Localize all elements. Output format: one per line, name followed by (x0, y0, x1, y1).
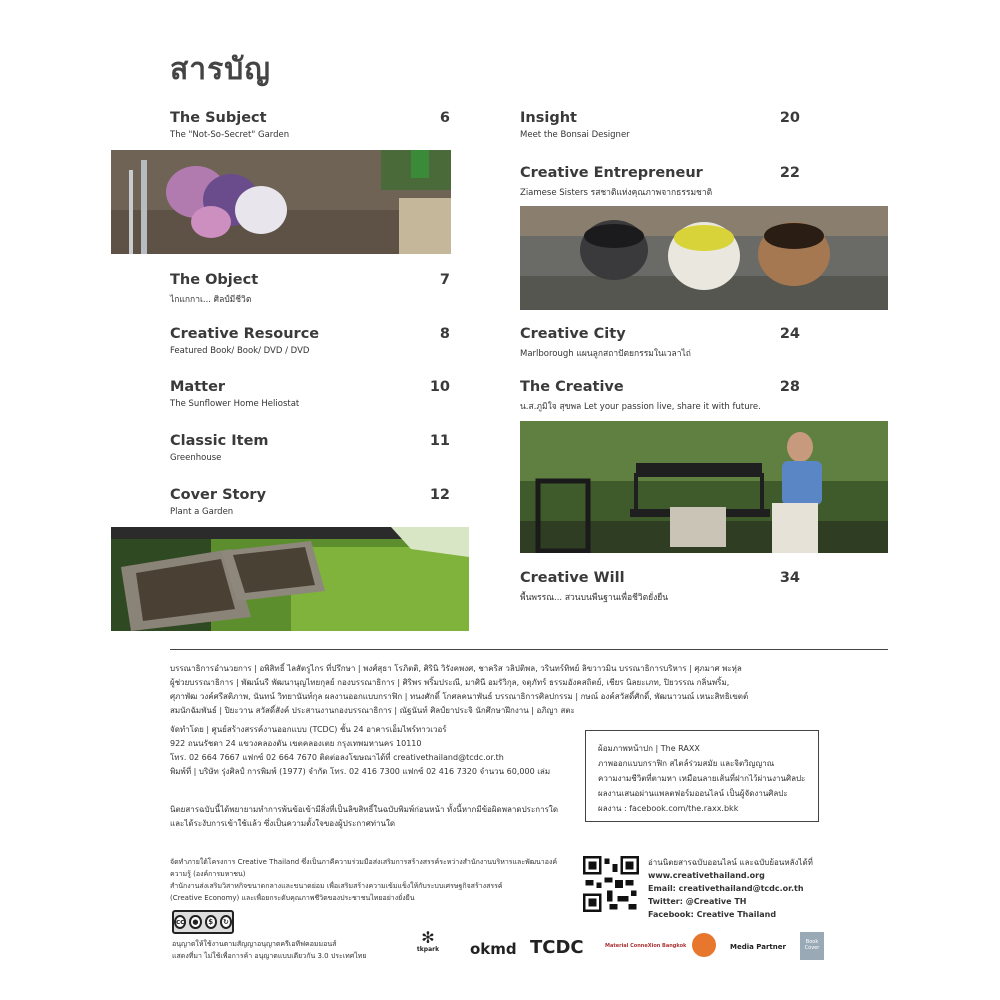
staff-line: สมนักฉัมพันธ์ | ปิยะวาน สวัสดิ์สังค์ ประสานงานกองบรรณาธิการ | ณัฐนันท์ ศิลป์ยาประจิ นักศึกษาฝึกงาน | อภิญา สตะ (170, 706, 575, 715)
toc-entry-cover-story[interactable] (170, 487, 450, 517)
tkpark-mark-icon: ✻ (421, 928, 435, 947)
toc-title: Creative Entrepreneur (520, 165, 703, 181)
toc-title: Classic Item (170, 433, 269, 449)
toc-title: Creative Will (520, 570, 625, 586)
toc-subtitle: Ziamese Sisters รสชาติแห่งคุณภาพจากธรรมชาติ (520, 188, 713, 198)
contact-intro: อ่านนิตยสารฉบับออนไลน์ และฉบับย้อนหลังได้ที่ (648, 858, 813, 867)
license-line: แสดงที่มา ไม่ใช้เพื่อการค้า อนุญาตแบบเดียวกัน 3.0 ประเทศไทย (172, 952, 367, 960)
by-icon: ● (189, 915, 201, 929)
about-line: จัดทำภายใต้โครงการ Creative Thailand ซึ่งเป็นภาคีความร่วมมือส่งเสริมการสร้างสรรค์ระหว่างสำนักงานบริหารและพัฒนาองค์ความรู้ (องค์การมหาชน) (170, 858, 558, 878)
toc-subtitle: Greenhouse (170, 453, 222, 463)
publisher-line: 922 ถนนรัชดา 24 แขวงคลองตัน เขตคลองเตย กรุงเทพมหานคร 10110 (170, 739, 422, 748)
staff-credits (170, 662, 890, 718)
disclaimer-line: นิตยสารฉบับนี้ได้พยายามทำการพ้นข้อเข้ามีสิ่งที่เป็นลิขสิทธิ์ในฉบับพิมพ์ก่อนหน้า ทั้งนี้หากมีข้อผิดพลาดประการใด (170, 805, 559, 814)
about-line: (Creative Economy) และเพื่อยกระดับคุณภาพชีวิตของประชาชนไทยอย่างยั่งยืน (170, 894, 415, 902)
creative-commons-badge[interactable] (172, 910, 234, 934)
toc-title: The Object (170, 272, 259, 288)
tcdc-logo: TCDC (530, 937, 584, 958)
toc-entry-creative-will[interactable] (520, 570, 800, 604)
disclaimer (170, 803, 580, 831)
bookcover-logo: Book Cover (800, 932, 824, 960)
material-connexion-circle-icon (692, 933, 716, 957)
tea-cups-photo (520, 206, 888, 310)
toc-page: 22 (779, 165, 800, 181)
toc-title: The Creative (520, 379, 624, 395)
toc-subtitle: Meet the Bonsai Designer (520, 130, 630, 140)
tkpark-logo (410, 930, 446, 953)
toc-title: Cover Story (170, 487, 267, 503)
toc-subtitle: ไกแกกาเ... ศิลป์มีชีวิต (170, 295, 252, 305)
toc-page: 8 (439, 326, 450, 342)
toc-page: 11 (429, 433, 450, 449)
qr-code[interactable] (583, 856, 639, 912)
toc-title: Insight (520, 110, 577, 126)
box-line: ผลงานเสนอผ่านแพลตฟอร์มออนไลน์ เป็นผู้จัดงานศิลปะ (598, 789, 788, 798)
cc-icon: cc (174, 915, 186, 929)
toc-subtitle: Plant a Garden (170, 507, 234, 517)
publisher-line: โทร. 02 664 7667 แฟกซ์ 02 664 7670 ติดต่อลงโฆษณาได้ที่ creativethailand@tcdc.or.th (170, 753, 504, 762)
license-text (172, 938, 402, 962)
media-partner-label: Media Partner (730, 943, 786, 951)
toc-subtitle: Marlborough แผนลูกสถาปัตยกรรมในเวลาไถ่ (520, 349, 691, 359)
section-divider (170, 649, 888, 650)
box-line: ผ้อมภาพหน้าปก | The RAXX (598, 744, 700, 753)
toc-subtitle: น.ส.ภูมิใจ สุขพล Let your passion live, share it with future. (520, 402, 761, 412)
twitter-link[interactable]: Twitter: @Creative TH (648, 897, 747, 906)
toc-page: 34 (779, 570, 800, 586)
box-line: ภาพออกแบบกราฟิก สไตล์ร่วมสมัย และจิตวิญญาณ (598, 759, 775, 768)
staff-line: บรรณาธิการอำนวยการ | อพิสิทธิ์ ไลสัตรูไกร ที่ปรึกษา | พงศ์สุธา โรภิตติ, ศิรินิ วิรังคพงศ, ชาคริส วลิปติพล, วรินทร์ทิพย์ ลิขวาวมิน บรรณาธิการบริหาร | ศุภมาศ พะหุ่ล (170, 664, 742, 673)
website-link[interactable]: www.creativethailand.org (648, 871, 765, 880)
page-title: สารบัญ (170, 52, 271, 87)
box-line[interactable]: ผลงาน : facebook.com/the.raxx.bkk (598, 804, 739, 813)
publisher-line: พิมพ์ที่ | บริษัท รุ่งศิลป์ การพิมพ์ (1977) จำกัด โทร. 02 416 7300 แฟกซ์ 02 416 7320 จำนวน 60,000 เล่ม (170, 767, 551, 776)
toc-subtitle: พื้นพรรณ... สวนบนพืนฐานเพื่อชีวิตยั่งยืน (520, 593, 669, 603)
toc-title: Creative Resource (170, 326, 320, 342)
toc-page: 24 (779, 326, 800, 342)
toc-subtitle: Featured Book/ Book/ DVD / DVD (170, 346, 310, 356)
toc-entry-insight[interactable] (520, 110, 800, 140)
toc-entry-the-object[interactable] (170, 272, 450, 306)
contact-info (648, 856, 813, 921)
staff-line: ศุภาพัฒ วงค์ศรีสติภาพ, นันทน์ วิทยานันท์กุล ผลงานออกแบบกราฟิก | ทนงศักดิ์ โกศลคนาพันธ์ บรรณาธิการศิลปกรรม | กษณ์ องค์สวัสดิ์ศักดิ์, พัฒนาวนณ์ เหนะสิทธิเขตต์ (170, 692, 749, 701)
toc-entry-creative-resource[interactable] (170, 326, 450, 356)
cover-credit-box (585, 730, 819, 822)
tkpark-logo-text: tkpark (416, 946, 440, 953)
nc-icon: $ (205, 915, 217, 929)
material-connexion-logo: Material ConneXion Bangkok (605, 943, 687, 949)
toc-entry-matter[interactable] (170, 379, 450, 409)
toc-entry-creative-city[interactable] (520, 326, 800, 360)
about-line: สำนักงานส่งเสริมวิสาหกิจขนาดกลางและขนาดย่อม เพื่อเสริมสร้างความเข้มแข็งให้กับระบบเศรษฐกิจสร้างสรรค์ (170, 882, 503, 890)
toc-subtitle: The Sunflower Home Heliostat (170, 399, 300, 409)
toc-page: 12 (429, 487, 450, 503)
toc-entry-classic-item[interactable] (170, 433, 450, 463)
email-link[interactable]: Email: creativethailand@tcdc.or.th (648, 884, 804, 893)
publisher-info (170, 723, 580, 779)
toc-title: The Subject (170, 110, 267, 126)
toc-title: Creative City (520, 326, 626, 342)
toc-page: 20 (779, 110, 800, 126)
license-line: อนุญาตให้ใช้งานตามสัญญาอนุญาตครีเอทีฟคอมมอนส์ (172, 940, 337, 948)
facebook-link[interactable]: Facebook: Creative Thailand (648, 910, 777, 919)
toc-page: 6 (439, 110, 450, 126)
toc-entry-creative-entrepreneur[interactable] (520, 165, 800, 199)
toc-subtitle: The "Not-So-Secret" Garden (170, 130, 290, 140)
staff-line: ผู้ช่วยบรรณาธิการ | พัฒน์นรี พัฒนานุญไทยกุลย์ กองบรรณาธิการ | ศิริพร พริ้มประณี, มาศินี อมรัวิกุล, จตุภัทร์ ธรรมอังคสถิตย์, เชียร นิลยะเภท, ปิยวรรณ กลิ่นพริ้ม, (170, 678, 730, 687)
box-line: ความงามชีวิตที่ตามหา เหมือนลายเส้นที่ฝากไว้ผ่านงานศิลปะ (598, 774, 806, 783)
toc-entry-the-creative[interactable] (520, 379, 800, 413)
toc-page: 28 (779, 379, 800, 395)
toc-page: 10 (429, 379, 450, 395)
about-project (170, 856, 570, 904)
garden-bench-portrait-photo (520, 421, 888, 553)
garden-flowers-photo (111, 150, 451, 254)
okmd-logo: okmd (470, 940, 517, 958)
seedling-trays-photo (111, 527, 469, 631)
sa-icon: ↻ (220, 915, 232, 929)
toc-title: Matter (170, 379, 226, 395)
publisher-line: จัดทำโดย | ศูนย์สร้างสรรค์งานออกแบบ (TCDC) ชั้น 24 อาคารเอ็มไพร์ทาวเวอร์ (170, 725, 447, 734)
disclaimer-line: และได้ระงับการเข้าใช้แล้ว ซึ่งเป็นความตั้งใจของผู้ประกาศท่านใด (170, 819, 396, 828)
toc-entry-the-subject[interactable] (170, 110, 450, 140)
toc-page: 7 (439, 272, 450, 288)
